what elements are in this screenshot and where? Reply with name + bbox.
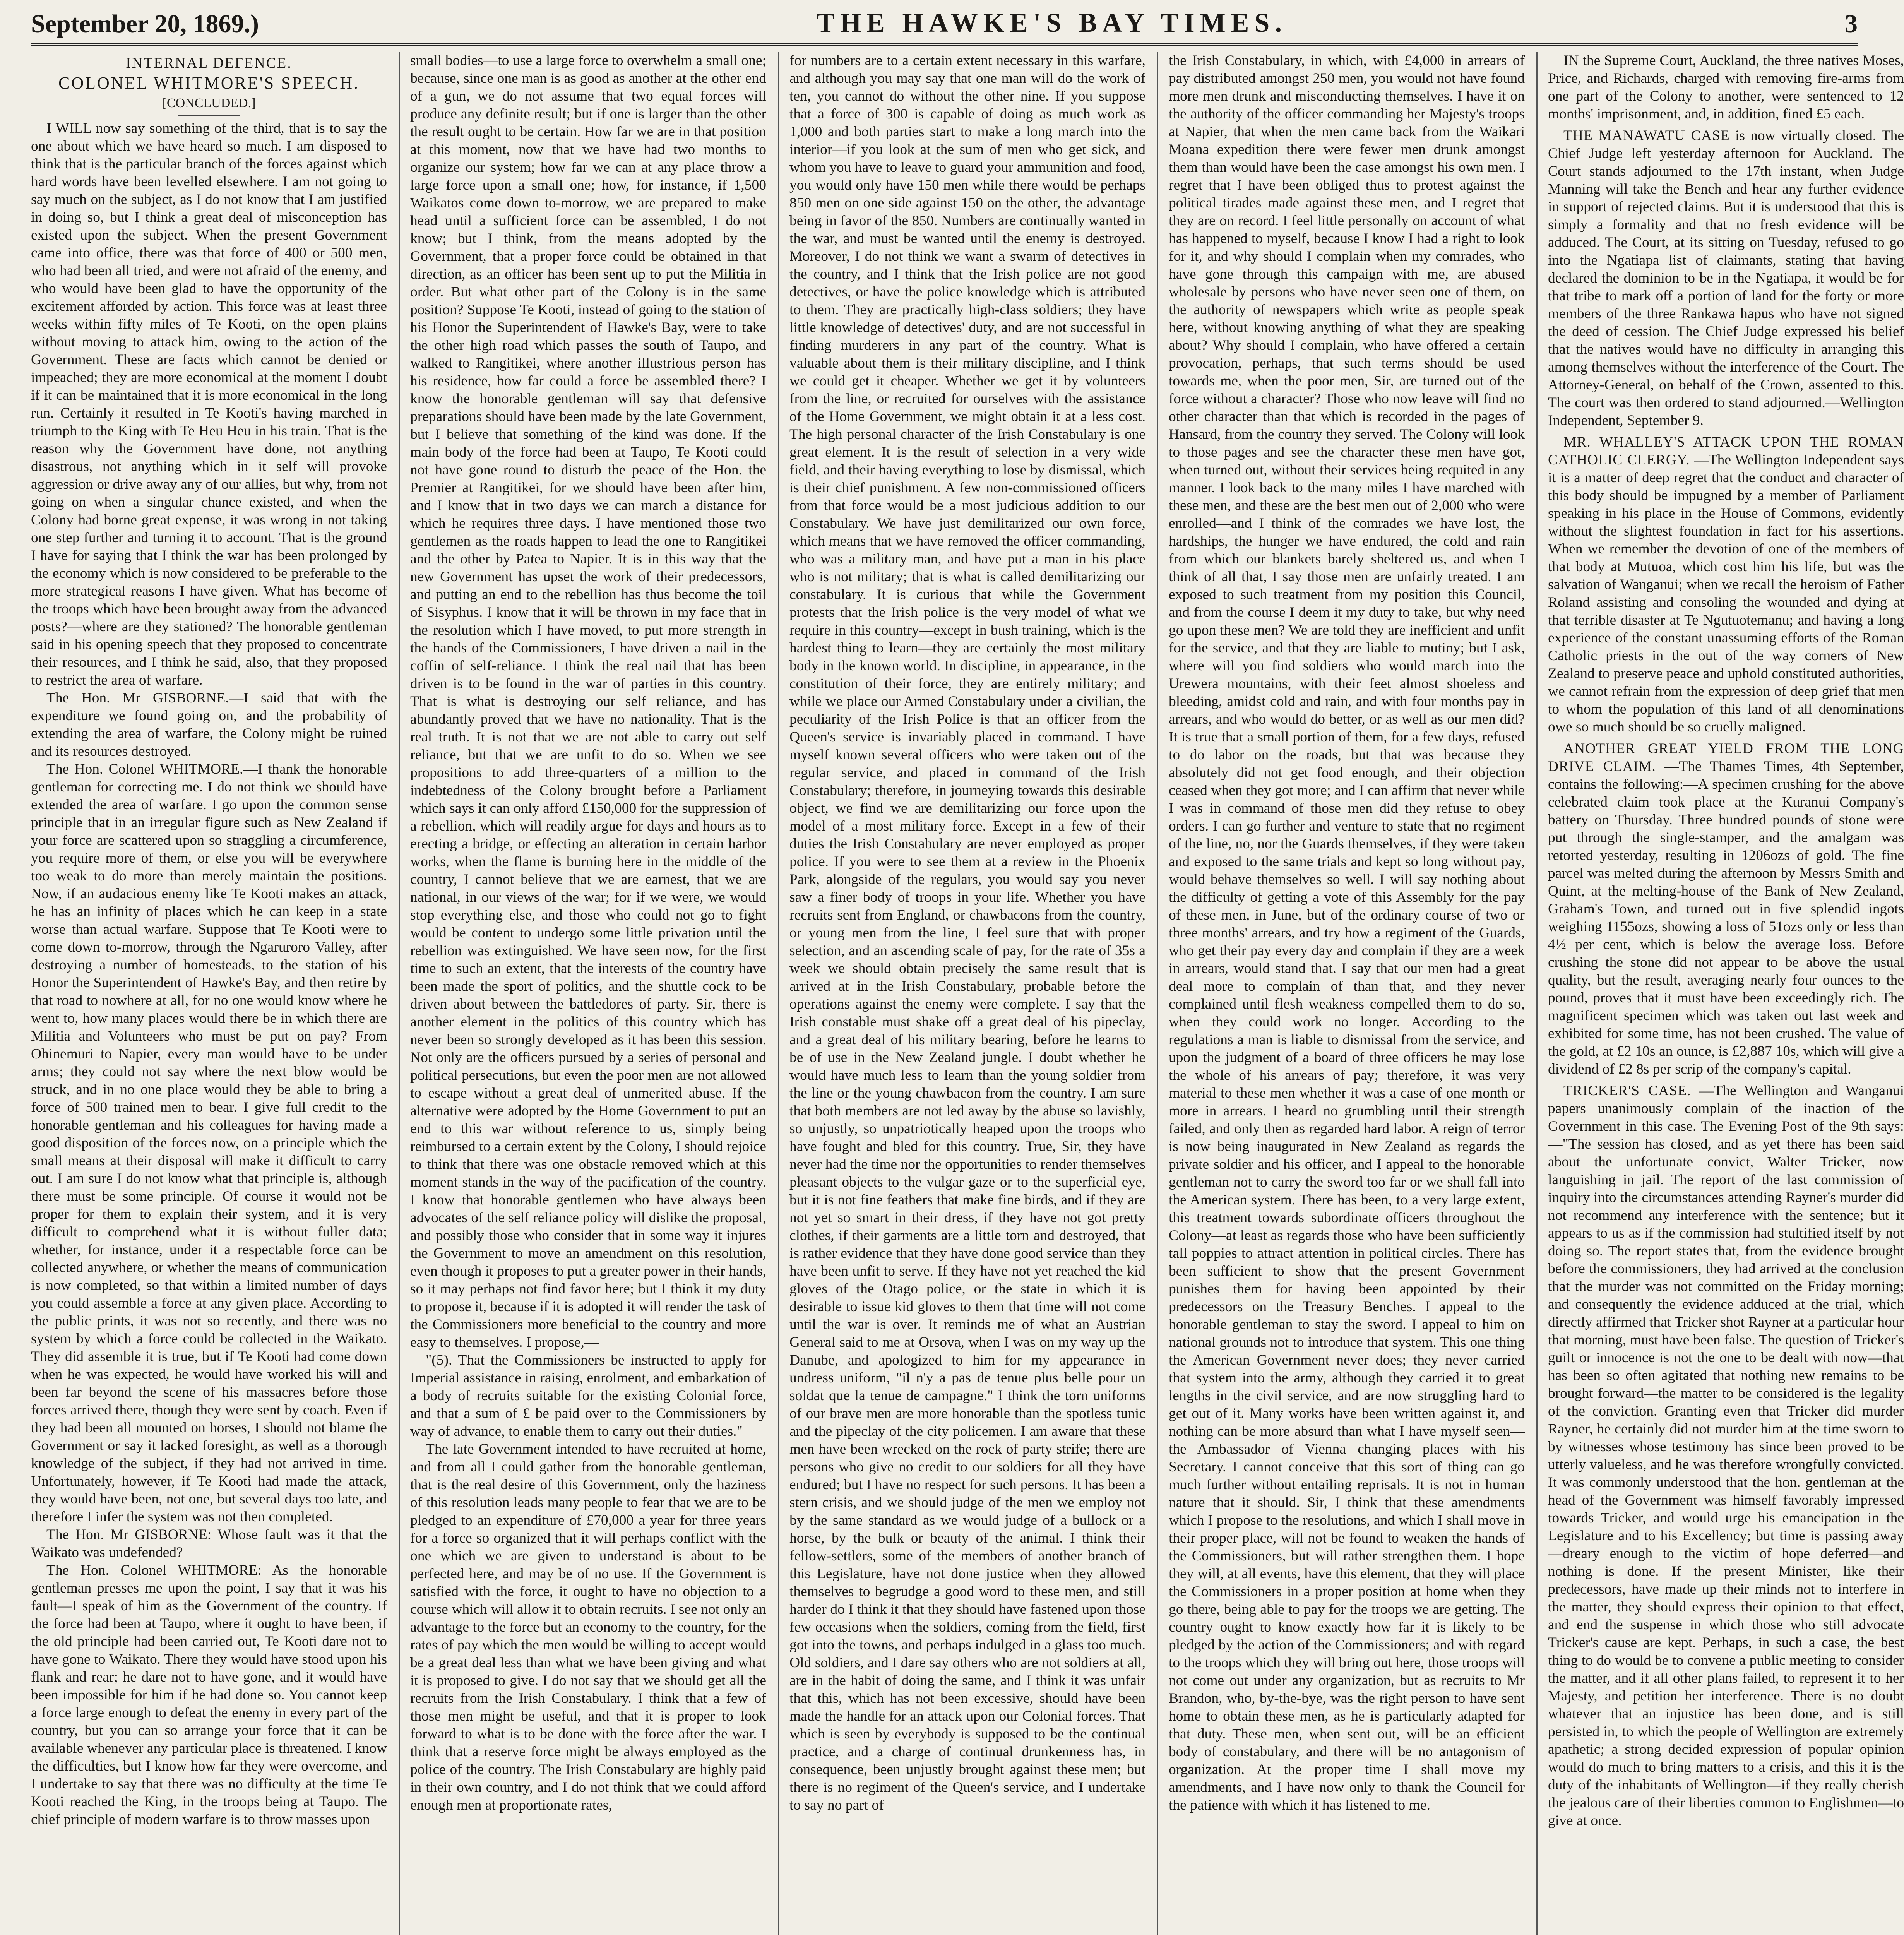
- article-paragraph: The late Government intended to have recruited at home, and from all I could gather from the honorable gentleman, that is the real desire of this Government, only the haziness of this resolution leads many people to fear that we are to be pledged to an expenditure of £70,000 a year for three years for a force so organized that it will perhaps conflict with the one which we are given to understand is about to be perfected here, and may be of no use. If the Government is satisfied with the force, it ought to have no objection to a course which will allow it to obtain recruits. I see not only an advantage to the force but an economy to the country, for the rates of pay which the men would be willing to accept would be a great deal less than what we have been giving and what it is proposed to give. I do not say that we should get all the recruits from the Irish Constabulary. I think that a few of those men might be useful, and that it is proper to look forward to what is to be done with the force after the war. I think that a reserve force might be always employed as the police of the country. The Irish Constabulary are highly paid in their own country, and I do not think that we could afford enough men at proportionate rates,: [410, 1441, 766, 1813]
- column-5: [1548, 52, 1904, 1935]
- news-item-body: is now virtually closed. The Chief Judge left yesterday afternoon for Auckland. The Court stands adjourned to the 17th instant, when Judge Manning will take the Bench and hear any further evidence in support of rejected claims. But it is understood that this is simply a formality and that no fresh evidence will be adduced. The Court, at its sitting on Tuesday, refused to go into the Ngatiapa list of claimants, stating that having declared the dominion to be in the Ngatiapa, it would be for that tribe to mark off a portion of land for the forty or more members of the three Rankawa hapus who have not signed the deed of cession. The Chief Judge expressed his belief that the natives would have no difficulty in arranging this among themselves without the interference of the Court. The Attorney-General, on behalf of the Crown, assented to this. The court was then ordered to stand adjourned.—Wellington Independent, September 9.: [1548, 128, 1904, 428]
- news-item-body: —The Wellington and Wanganui papers unanimously complain of the inaction of the Government in this case. The Evening Post of the 9th says:—"The session has closed, and as yet there has been said about the unfortunate convict, Walter Tricker, now languishing in jail. The report of the last commission of inquiry into the circumstances attending Rayner's murder did not recommend any interference with the sentence; but it appears to us as if the commission had stultified itself by not doing so. The report states that, from the evidence brought before the commissioners, they had arrived at the conclusion that the murder was not committed on the Friday morning; and consequently the evidence adduced at the trial, which directly affirmed that Tricker shot Rayner at a particular hour that morning, must have been false. The question of Tricker's guilt or innocence is not the one to be dealt with now—that has been so often agitated that nothing new remains to be brought forward—the matter to be considered is the legality of the conviction. Granting even that Tricker did murder Rayner, he certainly did not murder him at the time sworn to by witnesses whose testimony has since been proved to be utterly valueless, and he was therefore wrongfully convicted. It was commonly understood that the hon. gentleman at the head of the Government was himself favorably impressed towards Tricker, and would urge his emancipation in the Legislature and to his Excellency; but time is passing away—dreary enough to the victim of hope deferred—and nothing is done. If the present Minister, like their predecessors, have made up their minds not to interfere in the matter, they should express their opinion to that effect, and end the suspense in which those who still advocate Tricker's cause are kept. Perhaps, in such a case, the best thing to do would be to convene a public meeting to consider the matter, and if all other plans failed, to represent it to her Majesty, and petition her interference. There is no doubt whatever that an injustice has been done, and is still persisted in, to which the people of Wellington are extremely apathetic; a strong decided expression of popular opinion would do much to bring matters to a crisis, and this it is the duty of the inhabitants of Wellington—if they really cherish the jealous care of their liberties common to Englishmen—to give at once.: [1548, 1083, 1904, 1829]
- news-item-title: TRICKER'S CASE.: [1563, 1083, 1691, 1099]
- news-item: [1548, 740, 1904, 1078]
- article-columns: [31, 52, 1904, 1935]
- news-item-body: —The Thames Times, 4th September, contains the following:—A specimen crushing for the above celebrated claim took place at the Kuranui Company's battery on Thursday. Three hundred pounds of stone were put through the single-stamper, and the amalgam was retorted yesterday, resulting in 1206ozs of gold. The fine parcel was melted during the afternoon by Messrs Smith and Quint, at the melting-house of the Bank of New Zealand, Graham's Town, and turned out in five splendid ingots weighing 1155ozs, showing a loss of 51ozs only or less than 4½ per cent, which is below the average loss. Before crushing the stone did not appear to be above the usual quality, but the result, averaging nearly four ounces to the pound, proves that it must have been exceedingly rich. The magnificent specimen which was taken out last week and exhibited for some time, has not been crushed. The value of the gold, at £2 10s an ounce, is £2,887 10s, which will give a dividend of £2 8s per scrip of the company's capital.: [1548, 759, 1904, 1077]
- news-item-body: —The Wellington Independent says it is a matter of deep regret that the conduct and character of this body should be impugned by a member of Parliament speaking in his place in the House of Commons, evidently without the slightest foundation in fact for his assertions. When we remember the devotion of one of the members of that body at Mutuoa, which cost him his life, but was the salvation of Wanganui; when we recall the heroism of Father Roland assisting and consoling the wounded and dying at that terrible disaster at Te Ngutuotemanu; and having a long experience of the constant unassuming efforts of the Roman Catholic priests in the out of the way corners of New Zealand to preserve peace and uphold constituted authorities, we cannot refrain from the expression of deep grief that men to whom the population of this land of all denominations owe so much should be so cruelly maligned.: [1548, 452, 1904, 735]
- paragraph-gap: [1548, 123, 1904, 127]
- masthead: [31, 8, 1858, 39]
- news-item: [1548, 127, 1904, 430]
- paragraph-gap: [1548, 1078, 1904, 1082]
- article-paragraph: "(5). That the Commissioners be instructed to apply for Imperial assistance in raising, enrolment, and embarkation of a body of recruits suitable for the existing Colonial force, and that a sum of £ be paid over to the Commissioners by way of advance, to enable them to carry out their duties.": [410, 1352, 766, 1439]
- article-heading: INTERNAL DEFENCE.: [126, 55, 292, 71]
- column-4: [1169, 52, 1525, 1935]
- column-divider: [1536, 52, 1538, 1935]
- issue-date: September 20, 1869.): [31, 10, 259, 38]
- column-divider: [1157, 52, 1158, 1935]
- news-item-title: THE MANAWATU CASE: [1563, 128, 1730, 144]
- article-paragraph: The Hon. Colonel WHITMORE.—I thank the honorable gentleman for correcting me. I do not think we should have extended the area of warfare. I go upon the common sense principle that in an irregular figure such as New Zealand if your force are scattered upon so straggling a circumference, you require more of them, or else you will be everywhere too weak to do more than merely maintain the positions. Now, if an audacious enemy like Te Kooti makes an attack, he has an infinity of places which he can keep in a state worse than actual warfare. Suppose that Te Kooti were to come down to-morrow, through the Ngaruroro Valley, after destroying a number of homesteads, to the station of his Honor the Superintendent of Hawke's Bay, and then retire by that road to nowhere at all, for no one would know where he went to, how many places would there be in which there are Militia and Volunteers who must be put on pay? From Ohinemuri to Napier, every man would have to be under arms; they could not say where the next blow would be struck, and in no one place would they be able to bring a force of 500 trained men to bear. I give full credit to the honorable gentleman and his colleagues for having made a good disposition of the forces now, on a principle which the small means at their disposal will make it difficult to carry out. I am sure I do not know what that principle is, although there must be some principle. Of course it would not be proper for them to explain their system, and it is very difficult to comprehend what it is without fuller data; whether, for instance, under it a respectable force can be collected anywhere, or whether the means of communication is now completed, so that within a limited number of days you could assemble a force at any given place. According to the public prints, it was not so recently, and there was no system by which a force could be collected in the Waikato. They did assemble it is true, but if Te Kooti had come down when he was expected, he would have worked his will and been far beyond the scene of his massacres before those forces arrived there, though they were sent by coach. Even if they had been all mounted on horses, I should not blame the Government or say it lacked foresight, as well as a thorough knowledge of the subject, if they had not arrived in time. Unfortunately, however, if Te Kooti had made the attack, they would have been, not one, but several days too late, and therefore I infer the system was not then completed.: [31, 761, 387, 1525]
- article-paragraph: IN the Supreme Court, Auckland, the three natives Moses, Price, and Richards, charged with removing fire-arms from one part of the Colony to another, were sentenced to 12 months' imprisonment, and, in addition, fined £5 each.: [1548, 53, 1904, 122]
- article-paragraph: I WILL now say something of the third, that is to say the one about which we have heard so much. I am disposed to think that is the particular branch of the forces against which hard words have been levelled elsewhere. I am not going to say much on the subject, as I do not know that I am justified in doing so, but I think a great deal of misconception has existed upon the subject. When the present Government came into office, there was that force of 400 or 500 men, who had been all tried, and were not afraid of the enemy, and who would have been glad to have the opportunity of the excitement afforded by action. This force was at least three weeks within fifty miles of Te Kooti, on the open plains without moving to attack him, owing to the action of the Government. These are facts which cannot be denied or impeached; they are more economical at the moment I doubt if it can be maintained that it is more economical in the long run. Certainly it resulted in Te Kooti's having marched in triumph to the King with Te Heu Heu in his train. That is the reason why the Government have done, not anything disastrous, not anything which in it self will provoke aggression or drive away any of our allies, but why, from not going on when a singular chance existed, and when the Colony had borne great expense, it was wrong in not taking one step further and turning it to account. That is the ground I have for saying that I think the war has been prolonged by the economy which is now considered to be preferable to the more strategical reasons I have given. What has become of the troops which have been brought away from the advanced posts?—where are they stationed? The honorable gentleman said in his opening speech that they proposed to concentrate their resources, and I think he said, also, that they proposed to restrict the area of warfare.: [31, 120, 387, 688]
- column-2: [410, 52, 766, 1935]
- news-item: [1548, 433, 1904, 736]
- article-paragraph: The Hon. Mr GISBORNE: Whose fault was it that the Waikato was undefended?: [31, 1527, 387, 1560]
- column-3: [789, 52, 1145, 1935]
- article-paragraph: the Irish Constabulary, in which, with £4,000 in arrears of pay distributed amongst 250 men, you would not have found more men drunk and misconducting themselves. I have it on the authority of the officer commanding her Majesty's troops at Napier, that when the men came back from the Waikari Moana expedition there were fewer men drunk amongst them than would have been the case amongst his own men. I regret that I have been obliged thus to protest against the political tirades made against these men, and I regret that they are on record. I feel little personally on account of what has happened to myself, because I know I had a right to look for it, and why should I complain when my comrades, who have gone through this campaign with me, are abused wholesale by persons who have never seen one of them, on the authority of newspapers which write as people speak here, without knowing anything of what they are speaking about? Why should I complain, who have offered a certain provocation, perhaps, that such terms should be used towards me, when the poor men, Sir, are turned out of the force without a character? Those who now leave will find no other character than that which is recorded in the pages of Hansard, from the country they served. The Colony will look to those pages and see the character these men have got, when turned out, without their services being requited in any manner. I look back to the many miles I have marched with these men, and these are the best men out of 2,000 who were enrolled—and I think of the comrades we have lost, the hardships, the hunger we have endured, the cold and rain from which our blankets barely sheltered us, and when I think of all that, I say those men are unfairly treated. I am exposed to such treatment from my position this Council, and from the course I deem it my duty to take, but why need go upon these men? We are told they are inefficient and unfit for the service, and that they are liable to mutiny; but I ask, where will you find soldiers who would march into the Urewera mountains, with their feet almost shoeless and bleeding, amidst cold and rain, and with four months pay in arrears, and who would do better, or as well as our men did? It is true that a small portion of them, for a few days, refused to do labor on the roads, but that was because they absolutely did not get food enough, and their objection ceased when they got more; and I can affirm that never while I was in command of those men did they refuse to obey orders. I can go further and venture to state that no regiment of the line, no, nor the Guards themselves, if they were taken and exposed to the same trials and kept so long without pay, would behave themselves so well. I will say nothing about the difficulty of getting a vote of this Assembly for the pay of these men, in June, but of the ordinary course of two or three months' arrears, and try how a regiment of the Guards, who get their pay every day and complain if they are a week in arrears, would stand that. I say that our men had a great deal more to complain of than that, and they never complained until flesh weakness compelled them to do so, when they could work no longer. According to the regulations a man is liable to dismissal from the service, and upon the judgment of a board of three officers he may lose the whole of his arrears of pay; therefore, it was very material to these men whether it was a case of one month or more in arrears. I heard no grumbling until their strength failed, and only then as regarded hard labor. A reign of terror is now being inaugurated in New Zealand as regards the private soldier and his officer, and I appeal to the honorable gentleman not to carry the sword too far or we shall fall into the American system. There has been, to a very large extent, this treatment towards subordinate officers throughout the Colony—at least as regards those who have been sufficiently tall poppies to attract attention in political circles. There has been sufficient to show that the present Government punishes them for having been appointed by their predecessors on the Treasury Benches. I appeal to the honorable gentleman to stay the sword. I appeal to him on national grounds not to introduce that system. This one thing the American Government never does; they never carried that system into the army, although they carried it to great lengths in the civil service, and are now struggling hard to get out of it. Many works have been written against it, and nothing can be more absurd than what I have myself seen—the Ambassador of Vienna changing places with his Secretary. I cannot conceive that this sort of thing can go much further without entailing reprisals. It is not in human nature that it should. Sir, I think that these amendments which I propose to the resolutions, and which I shall move in their proper place, will not be found to weaken the hands of the Commissioners, but will rather strengthen them. I hope they will, at all events, have this element, that they will place the Commissioners in a proper position at home when they go there, being able to pay for the troops we are getting. The country ought to know exactly how far it is likely to be pledged by the action of the Commissioners; and with regard to the troops which they will bring out here, those troops will not come out under any organization, but as recruits to Mr Brandon, who, by-the-bye, was the right person to have sent home to obtain these men, as he is particularly adapted for that duty. These men, when sent out, will be an efficient body of constabulary, and there will be no antagonism of organization. At the proper time I shall move my amendments, and I have now only to thank the Council for the patience with which it has listened to me.: [1169, 53, 1525, 1813]
- article-paragraph: small bodies—to use a large force to overwhelm a small one; because, since one man is as good as another at the other end of a gun, we do not assume that two equal forces will produce any definite result; but if one is larger than the other the result ought to be certain. How far we are in that position at this moment, now that we have had two months to organize our system; how far we can at any place throw a large force upon a small one; how, for instance, if 1,500 Waikatos come down to-morrow, we are prepared to make head until a sufficient force can be assembled, I do not know; but I think, from the means adopted by the Government, that a proper force could be obtained in that direction, as an officer has been sent up to put the Militia in order. But what other part of the Colony is in the same position? Suppose Te Kooti, instead of going to the station of his Honor the Superintendent of Hawke's Bay, were to take the other high road which passes the south of Taupo, and walked to Rangitikei, where another illustrious person has his residence, how far could a force be assembled there? I know the honorable gentleman will say that defensive preparations should have been made by the late Government, but I believe that something of the kind was done. If the main body of the force had been at Taupo, Te Kooti could not have gone round to disturb the peace of the Hon. the Premier at Rangitikei, for we should have been after him, and I know that in two days we can march a distance for which he requires three days. I have mentioned those two gentlemen as the roads happen to lead the one to Rangitikei and the other by Patea to Napier. It is in this way that the new Government has upset the work of their predecessors, and putting an end to the rebellion has thus become the toil of Sisyphus. I know that it will be thrown in my face that in the resolution which I have moved, to put more strength in the hands of the Commissioners, I have driven a nail in the coffin of self-reliance. I think the real nail that has been driven is to be found in the war of parties in this country. That is what is destroying our self reliance, and has abundantly proved that we have no nationality. That is the real truth. It is not that we are not able to carry out self reliance, but that we are unfit to do so. When we see propositions to add three-quarters of a million to the indebtedness of the Colony brought before a Parliament which says it can only afford £150,000 for the suppression of a rebellion, which will readily argue for days and hours as to erecting a bridge, or effecting an alteration in certain harbor works, when the flame is burning here in the middle of the country, I cannot believe that we are earnest, that we are national, in our views of the war; for if we were, we would stop everything else, and those who could not go to fight would be content to undergo some little privation until the rebellion was extinguished. We have seen now, for the first time to such an extent, that the interests of the country have been made the sport of politics, and the shuttle cock to be driven about between the battledores of party. Sir, there is another element in the politics of this country which has never been so strongly developed as it has been this session. Not only are the officers pursued by a series of personal and political persecutions, but even the poor men are not allowed to escape without a great deal of unmerited abuse. If the alternative were adopted by the Home Government to put an end to this war without reference to us, simply being reimbursed to a certain extent by the Colony, I should rejoice to think that there was one obstacle removed which at this moment stands in the way of the pacification of the country. I know that honorable gentlemen who have always been advocates of the self reliance policy will dislike the proposal, and possibly those who consider that in some way it injures the Government to move an amendment on this resolution, even though it proposes to put a greater power in their hands, so it may perhaps not find favor here; but I think it my duty to propose it, because if it is adopted it will render the task of the Commissioners more beneficial to the country and more easy to themselves. I propose,—: [410, 53, 766, 1350]
- news-item: [1548, 1082, 1904, 1830]
- column-divider: [399, 52, 400, 1935]
- column-divider: [778, 52, 779, 1935]
- heading-rule: [178, 115, 240, 116]
- article-heading: COLONEL WHITMORE'S SPEECH.: [58, 74, 360, 92]
- column-1: [31, 52, 387, 1935]
- page-number: 3: [1844, 10, 1858, 38]
- paragraph-gap: [1548, 736, 1904, 740]
- masthead-rule: [31, 43, 1858, 46]
- article-paragraph: The Hon. Mr GISBORNE.—I said that with the expenditure we found going on, and the probability of extending the area of warfare, the Colony might be ruined and its resources destroyed.: [31, 690, 387, 759]
- article-paragraph: for numbers are to a certain extent necessary in this warfare, and although you may say that one man will do the work of ten, you cannot do without the other nine. If you suppose that a force of 300 is capable of doing as much work as 1,000 and both parties start to make a long march into the interior—if you look at the sum of men who get sick, and whom you have to leave to guard your ammunition and food, you would only have 150 men while there would be perhaps 850 men on one side against 150 on the other, the advantage being in favor of the 850. Numbers are continually wanted in the war, and must be wanted until the enemy is destroyed. Moreover, I do not think we want a swarm of detectives in the country, and I think that the Irish police are not good detectives, or have the police knowledge which is attributed to them. They are practically high-class soldiers; they have little knowledge of detectives' duty, and are not successful in finding murderers in any part of the country. What is valuable about them is their military discipline, and I think we could get it cheaper. Whether we get it by volunteers from the line, or recruited for ourselves with the assistance of the Home Government, we might obtain it at a less cost. The high personal character of the Irish Constabulary is one great element. It is the result of selection in a very wide field, and their having everything to lose by dismissal, which is their chief punishment. A few non-commissioned officers from that force would be a most judicious addition to our Constabulary. We have just demilitarized our own force, which means that we have removed the officer commanding, who was a military man, and have put a man in his place who is not military; that is what is called demilitarizing our constabulary. It is curious that while the Government protests that the Irish police is the very model of what we require in this country—except in bush training, which is the hardest thing to learn—they are certainly the most military body in the known world. In discipline, in appearance, in the constitution of their force, they are entirely military; and while we place our Armed Constabulary under a civilian, the peculiarity of the Irish Police is that an officer from the Queen's service is invariably placed in command. I have myself known several officers who were taken out of the regular service, and placed in command of the Irish Constabulary; therefore, in journeying towards this desirable object, we find we are demilitarizing our force upon the model of a most military force. Except in a few of their duties the Irish Constabulary are never employed as proper police. If you were to see them at a review in the Phoenix Park, alongside of the regulars, you would say you never saw a finer body of troops in your life. Whether you have recruits sent from England, or chawbacons from the country, or young men from the line, I feel sure that with proper selection, and an ascending scale of pay, for the rate of 35s a week we should obtain precisely the same result that is arrived at in the Irish Constabulary, probable before the operations against the enemy were complete. I say that the Irish constable must shake off a great deal of his pipeclay, and a great deal of his military bearing, before he learns to be of use in the New Zealand jungle. I doubt whether he would have much less to learn than the young soldier from the line or the young chawbacon from the country. I am sure that both members are not led away by the abuse so lavishly, so unjustly, so unpatriotically heaped upon the troops who have fought and bled for this country. True, Sir, they have never had the time nor the opportunities to render themselves pleasant objects to the vulgar gaze or to the superficial eye, but it is not fine feathers that make fine birds, and if they are not yet so smart in their dress, if they have not got pretty clothes, if their garments are a little torn and destroyed, that is rather evidence that they have done good service than they have been unfit to serve. If they have not yet reached the kid gloves of the Otago police, or the state in which it is desirable to issue kid gloves to them that time will not come until the war is over. It reminds me of what an Austrian General said to me at Orsova, when I was on my way up the Danube, and apologized to him for my appearance in undress uniform, "il n'y a pas de tenue plus belle pour un soldat que la tenue de campagne." I think the torn uniforms of our brave men are more honorable than the spotless tunic and the pipeclay of the city policemen. I am aware that these men have been wrecked on the rock of party strife; there are persons who give no credit to our soldiers for all they have endured; but I have no respect for such persons. It has been a stern crisis, and we should judge of the men we employ not by the same standard as we would judge of a bullock or a horse, by the bulk or beauty of the animal. I think their fellow-settlers, some of the members of another branch of this Legislature, have not done justice when they allowed themselves to begrudge a good word to these men, and still harder do I think it that they should have fastened upon those few occasions when the soldiers, coming from the field, first got into the towns, and perhaps indulged in a glass too much. Old soldiers, and I dare say others who are not soldiers at all, are in the habit of doing the same, and I think it was unfair that this, which has not been excessive, should have been made the handle for an attack upon our Colonial forces. That which is seen by everybody is supposed to be the continual practice, and a charge of continual drunkenness has, in consequence, been unjustly brought against these men; but there is no regiment of the Queen's service, and I undertake to say no part of: [789, 53, 1145, 1813]
- news-item-title: MR. WHALLEY'S ATTACK UPON THE ROMAN CATHOLIC CLERGY.: [1548, 434, 1904, 468]
- paragraph-gap: [1548, 430, 1904, 433]
- article-paragraph: The Hon. Colonel WHITMORE: As the honorable gentleman presses me upon the point, I say that it was his fault—I speak of him as the Government of the country. If the force had been at Taupo, where it ought to have been, if the old principle had been carried out, Te Kooti dare not to have gone to Waikato. There they would have stood upon his flank and rear; he dare not to have gone, and it would have been impossible for him if he had done so. You cannot keep a force large enough to defeat the enemy in every part of the country, but you can so arrange your force that it can be available whenever any particular place is threatened. I know the difficulties, but I know how far they were overcome, and I undertake to say that there was no difficulty at the time Te Kooti reached the King, in the troops being at Taupo. The chief principle of modern warfare is to throw masses upon: [31, 1562, 387, 1827]
- article-subheading: [CONCLUDED.]: [162, 96, 256, 110]
- newspaper-title: THE HAWKE'S BAY TIMES.: [817, 8, 1287, 38]
- news-item-title: ANOTHER GREAT YIELD FROM THE LONG DRIVE CLAIM.: [1548, 741, 1904, 774]
